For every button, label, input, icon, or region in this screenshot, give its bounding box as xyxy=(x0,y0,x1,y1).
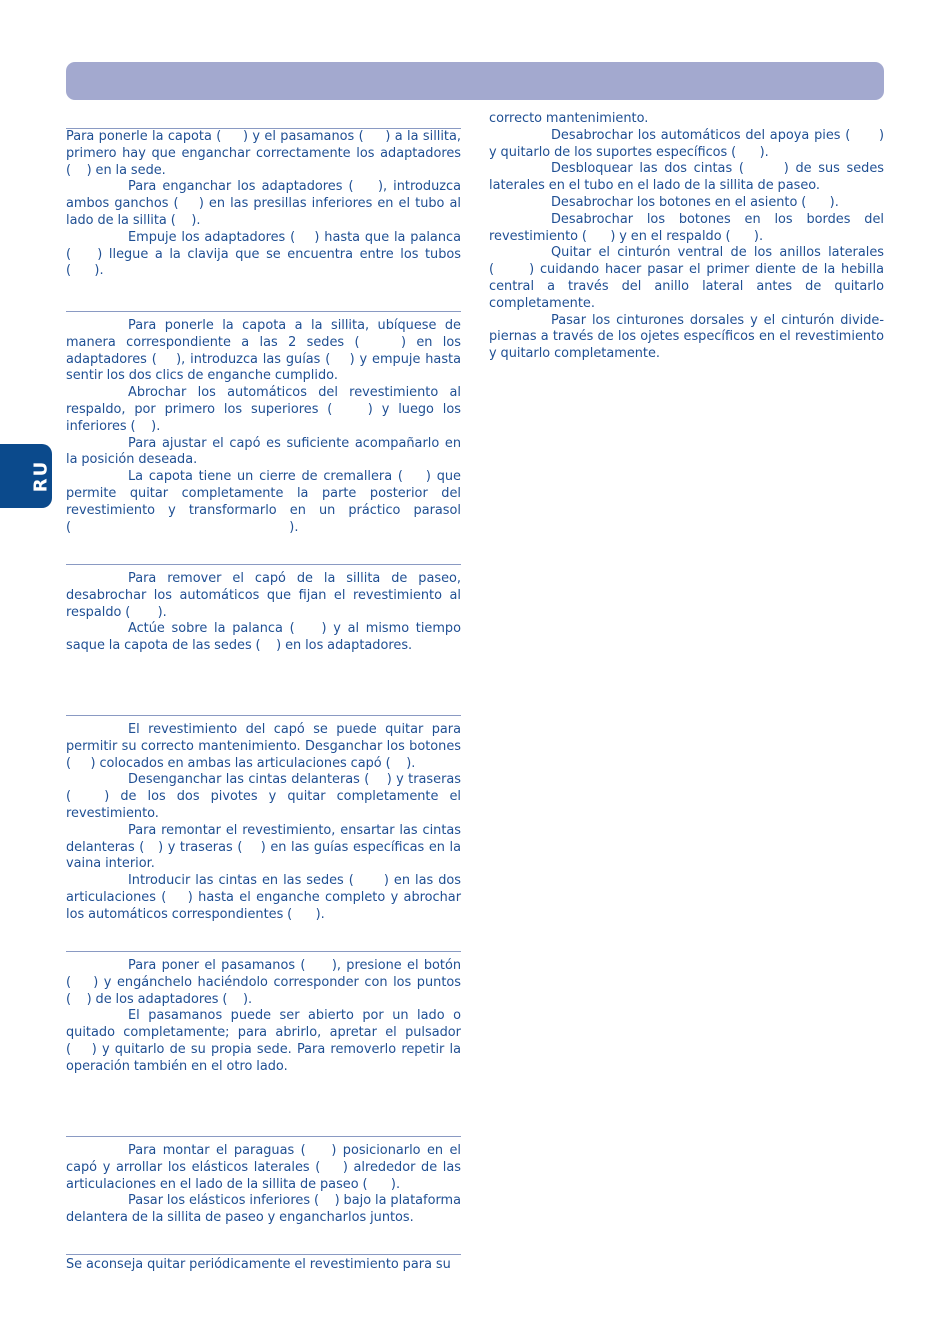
section-bumper-bar xyxy=(66,951,461,1076)
paragraph: Para ponerle la capota ( ) y el pasamanos ( ) a la sillita, primero hay que enganchar correctamente los adaptadores ( ) en la sede. xyxy=(66,129,461,178)
paragraph: Pasar los elásticos inferiores ( ) bajo la plataforma delantera de la sillita de paseo y engancharlos juntos. xyxy=(66,1193,461,1226)
paragraph: Para ponerle la capota a la sillita, ubíquese de manera correspondiente a las 2 sedes ( ) en los adaptadores ( ), introduzca las guías ( ) y empuje hasta sentir los dos clics de enganche cumplido. xyxy=(66,318,461,384)
paragraph: Empuje los adaptadores ( ) hasta que la palanca ( ) llegue a la clavija que se encuentra entre los tubos ( ). xyxy=(66,229,461,279)
right-column xyxy=(489,111,884,363)
section-umbrella xyxy=(66,1136,461,1227)
paragraph: Pasar los cinturones dorsales y el cinturón divide-piernas a través de los ojetes específicos en el revestimiento y quitarlo completamente. xyxy=(489,312,884,362)
paragraph: Desbloquear las dos cintas ( ) de sus sedes laterales en el tubo en el lado de la sillita de paseo. xyxy=(489,161,884,194)
paragraph: Desenganchar las cintas delanteras ( ) y traseras ( ) de los dos pivotes y quitar completamente el revestimiento. xyxy=(66,772,461,821)
paragraph: La capota tiene un cierre de cremallera ( ) que permite quitar completamente la parte posterior del revestimiento y transformarlo en un práctico parasol ( ). xyxy=(66,469,461,535)
paragraph: Para poner el pasamanos ( ), presione el botón ( ) y engánchelo haciéndolo corresponder con los puntos ( ) de los adaptadores ( ). xyxy=(66,958,461,1007)
paragraph: El revestimiento del capó se puede quitar para permitir su correcto mantenimiento. Desganchar los botones ( ) colocados en ambas las articulaciones capó ( ). xyxy=(66,722,461,771)
paragraph: Para montar el paraguas ( ) posicionarlo en el capó y arrollar los elásticos laterales ( ) alrededor de las articulaciones en el lado de la sillita de paseo ( ). xyxy=(66,1143,461,1192)
paragraph: Desabrochar los botones en el asiento ( ). xyxy=(551,194,839,210)
section-seat-cover xyxy=(66,1254,461,1274)
paragraph: El pasamanos puede ser abierto por un lado o quitado completamente; para abrirlo, apretar el pulsador ( ) y quitarlo de su propia sede. Para removerlo repetir la operación también en el otro lado. xyxy=(66,1008,461,1074)
paragraph: Introducir las cintas en las sedes ( ) en las dos articulaciones ( ) hasta el enganche completo y abrochar los automáticos correspondientes ( ). xyxy=(66,873,461,922)
paragraph: Actúe sobre la palanca ( ) y al mismo tiempo saque la capota de las sedes ( ) en los adaptadores. xyxy=(66,621,461,654)
paragraph: correcto mantenimiento. xyxy=(489,111,649,126)
paragraph: Para enganchar los adaptadores ( ), introduzca ambos ganchos ( ) en las presillas inferiores en el tubo al lado de la sillita ( ). xyxy=(66,179,461,228)
section-hood-mount xyxy=(66,311,461,536)
section-hood-cover xyxy=(66,715,461,924)
section-hood-remove xyxy=(66,564,461,655)
paragraph: Se aconseja quitar periódicamente el revestimiento para su xyxy=(66,1257,451,1272)
paragraph: Abrochar los automáticos del revestimiento al respaldo, por primero los superiores ( ) y luego los inferiores ( ). xyxy=(66,385,461,434)
header-bar xyxy=(66,62,884,100)
paragraph: Desabrochar los automáticos del apoya pies ( ) y quitarlo de los suportes específicos ( ). xyxy=(489,127,884,160)
paragraph: Quitar el cinturón ventral de los anillos laterales ( ) cuidando hacer pasar el primer diente de la hebilla central a través del anillo lateral antes de quitarlo completamente. xyxy=(489,245,884,311)
section-adapters xyxy=(66,128,461,280)
paragraph: Para remontar el revestimiento, ensartar las cintas delanteras ( ) y traseras ( ) en las guías específicas en la vaina interior. xyxy=(66,822,461,872)
language-tab-label: RU xyxy=(30,459,52,493)
paragraph: Desabrochar los botones en los bordes del revestimiento ( ) y en el respaldo ( ). xyxy=(489,211,884,244)
paragraph: Para remover el capó de la sillita de paseo, desabrochar los automáticos que fijan el revestimiento al respaldo ( ). xyxy=(66,571,461,620)
paragraph: Para ajustar el capó es suficiente acompañarlo en la posición deseada. xyxy=(66,435,461,468)
